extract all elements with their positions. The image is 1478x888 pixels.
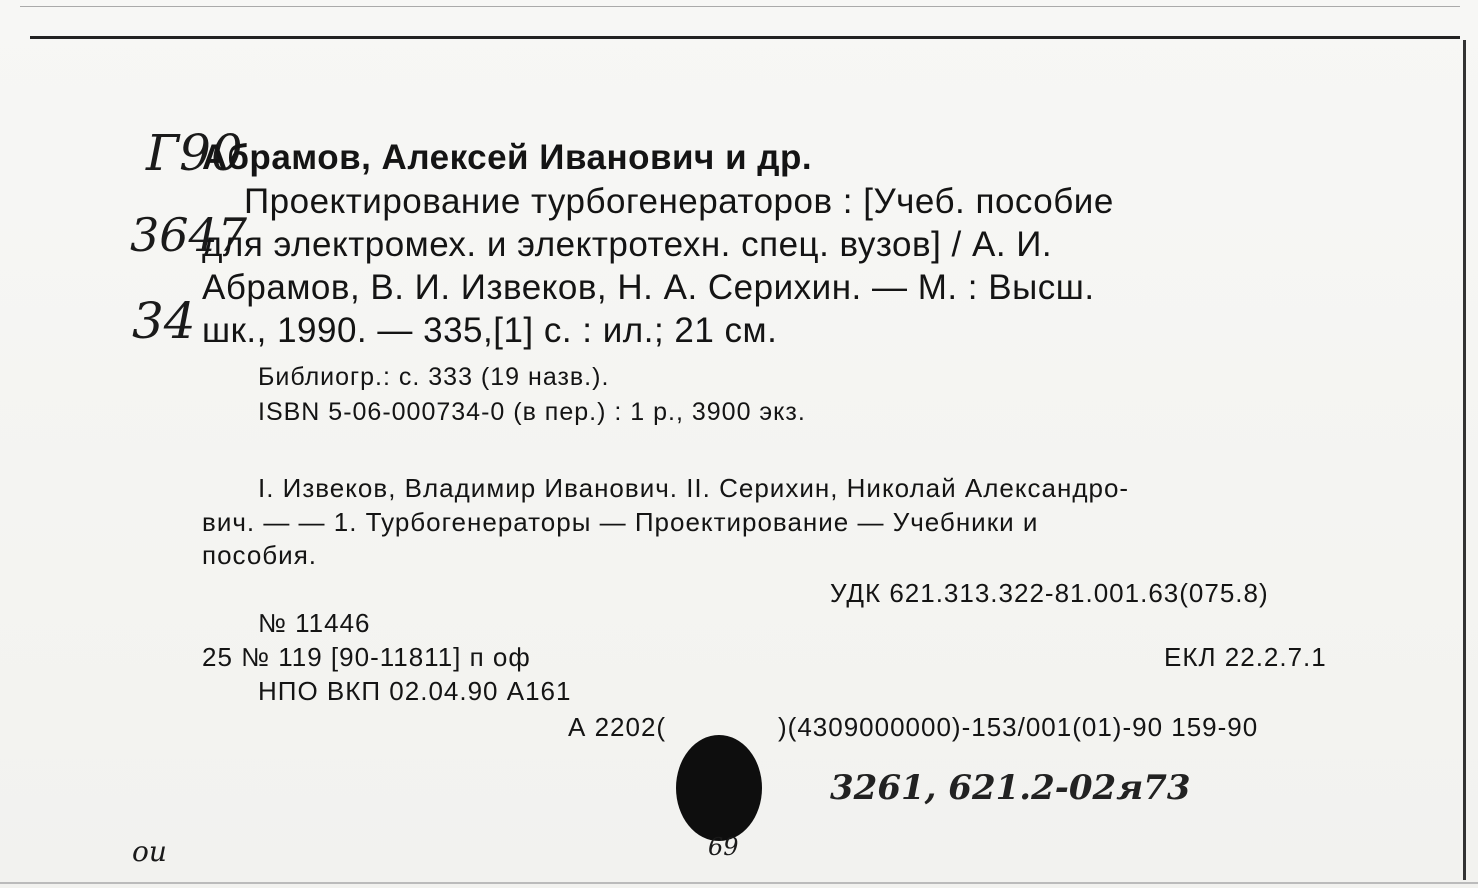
- card-number: № 11446: [258, 608, 371, 638]
- call-number-line1: Г90: [146, 124, 243, 182]
- tracing-line-3: пособия.: [202, 540, 318, 570]
- handwritten-corner-mark: ou: [132, 835, 167, 868]
- title-line-1: Проектирование турбогенераторов : [Учеб. пособие: [244, 182, 1114, 221]
- title-line-2: для электромех. и электротехн. спец. вузов] / А. И.: [202, 225, 1053, 264]
- code-line-right: )(4309000000)-153/001(01)-90 159-90: [778, 712, 1259, 742]
- handwritten-classification: 3261, 621.2-02я73: [830, 768, 1191, 808]
- card-bottom-edge: [0, 882, 1478, 884]
- tracing-line-2: вич. — — 1. Турбогенераторы — Проектирование — Учебники и: [202, 507, 1039, 537]
- npo-line: НПО ВКП 02.04.90 А161: [258, 676, 572, 706]
- card-right-edge: [1463, 40, 1466, 880]
- author-heading: Абрамов, Алексей Иванович и др.: [202, 138, 813, 177]
- call-number-line3: 34: [132, 292, 196, 350]
- call-number-line2: 3647: [130, 208, 248, 262]
- isbn-note: ISBN 5-06-000734-0 (в пер.) : 1 р., 3900 экз.: [258, 398, 806, 426]
- bibliography-note: Библиогр.: с. 333 (19 назв.).: [258, 363, 610, 391]
- card-top-rule: [30, 36, 1460, 39]
- card-punch-hole: [676, 735, 762, 841]
- title-line-4: шк., 1990. — 335,[1] с. : ил.; 21 см.: [202, 311, 778, 350]
- order-line: 25 № 119 [90-11811] п оф: [202, 642, 531, 672]
- title-line-3: Абрамов, В. И. Извеков, Н. А. Серихин. — М. : Высш.: [202, 268, 1095, 307]
- top-edge-line: [20, 6, 1460, 7]
- tracing-line-1: I. Извеков, Владимир Иванович. II. Серихин, Николай Александро-: [258, 473, 1130, 503]
- handwritten-center-mark: 69: [708, 833, 739, 861]
- code-line-left: А 2202(: [568, 712, 667, 742]
- ekl-code: ЕКЛ 22.2.7.1: [1164, 642, 1327, 672]
- udc-code: УДК 621.313.322-81.001.63(075.8): [830, 578, 1269, 608]
